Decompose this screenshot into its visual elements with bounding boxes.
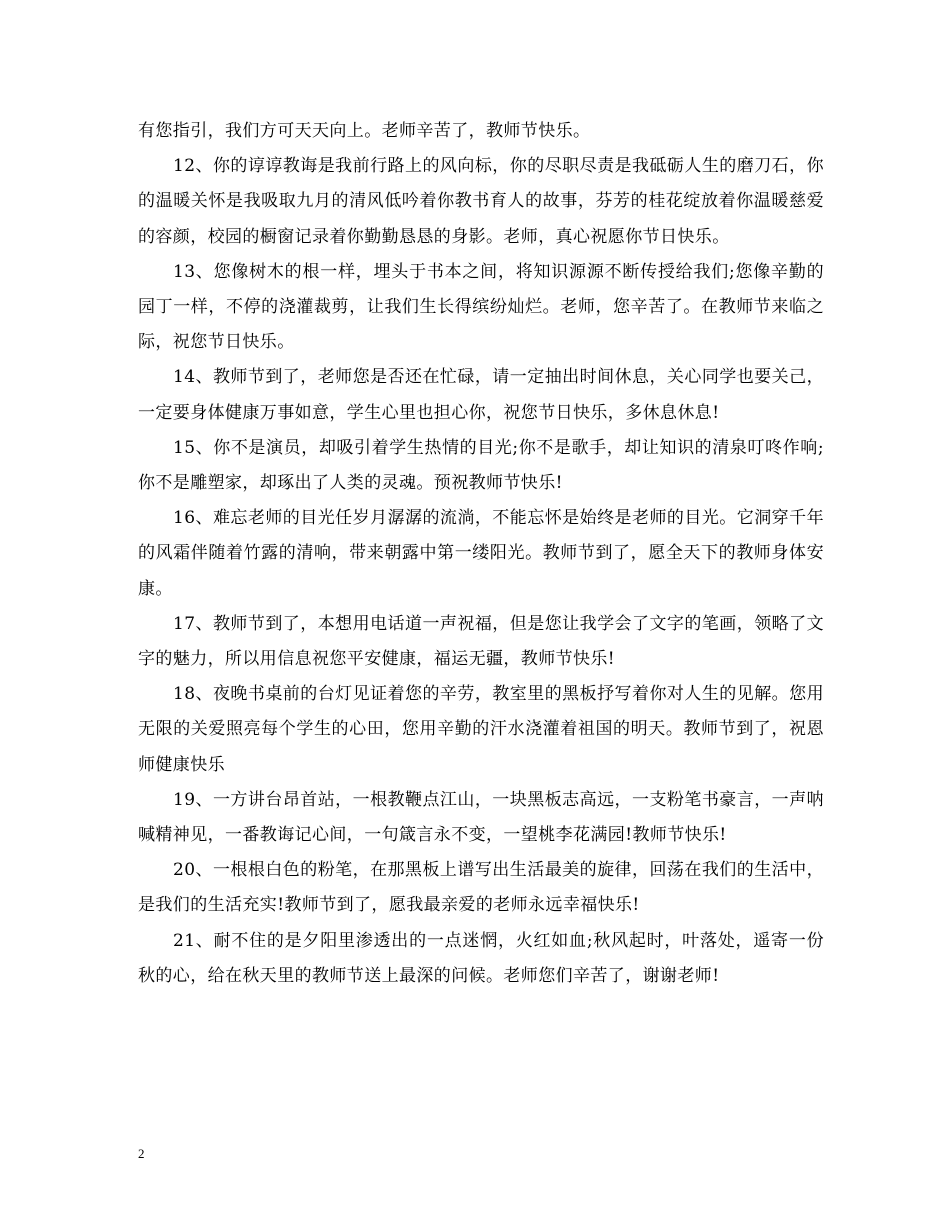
paragraph-item-13: 13、您像树木的根一样，埋头于书本之间，将知识源源不断传授给我们;您像辛勤的园丁一样，不停的浇灌裁剪，让我们生长得缤纷灿烂。老师，您辛苦了。在教师节来临之际，祝您节日快乐。 bbox=[138, 261, 824, 353]
paragraph-item-20: 20、一根根白色的粉笔，在那黑板上谱写出生活最美的旋律，回荡在我们的生活中，是我们的生活充实!教师节到了，愿我最亲爱的老师永远幸福快乐! bbox=[138, 860, 824, 916]
paragraph-item-16: 16、难忘老师的目光任岁月潺潺的流淌，不能忘怀是始终是老师的目光。它洞穿千年的风霜伴随着竹露的清响，带来朝露中第一缕阳光。教师节到了，愿全天下的教师身体安康。 bbox=[138, 508, 824, 599]
page-number: 2 bbox=[138, 1146, 145, 1161]
paragraph-item-14: 14、教师节到了，老师您是否还在忙碌，请一定抽出时间休息，关心同学也要关己，一定要身体健康万事如意，学生心里也担心你，祝您节日快乐，多休息休息! bbox=[138, 367, 824, 423]
paragraph-item-19: 19、一方讲台昂首站，一根教鞭点江山，一块黑板志高远，一支粉笔书豪言，一声呐喊精神见，一番教诲记心间，一句箴言永不变，一望桃李花满园!教师节快乐! bbox=[138, 789, 824, 846]
paragraph-item-12: 12、你的谆谆教诲是我前行路上的风向标，你的尽职尽责是我砥砺人生的磨刀石，你的温暖关怀是我吸取九月的清风低吟着你教书育人的故事，芬芳的桂花绽放着你温暖慈爱的容颜，校园的橱窗记录着你勤勤恳恳的身影。老师，真心祝愿你节日快乐。 bbox=[138, 156, 824, 247]
paragraph-item-15: 15、你不是演员，却吸引着学生热情的目光;你不是歌手，却让知识的清泉叮咚作响;你不是雕塑家，却琢出了人类的灵魂。预祝教师节快乐! bbox=[138, 437, 824, 494]
paragraph-item-21: 21、耐不住的是夕阳里渗透出的一点迷惘，火红如血;秋风起时，叶落处，遥寄一份秋的心，给在秋天里的教师节送上最深的问候。老师您们辛苦了，谢谢老师! bbox=[138, 930, 824, 986]
paragraph-item-17: 17、教师节到了，本想用电话道一声祝福，但是您让我学会了文字的笔画，领略了文字的魅力，所以用信息祝您平安健康，福运无疆，教师节快乐! bbox=[138, 613, 824, 670]
paragraph-item-18: 18、夜晚书桌前的台灯见证着您的辛劳，教室里的黑板抒写着你对人生的见解。您用无限的关爱照亮每个学生的心田，您用辛勤的汗水浇灌着祖国的明天。教师节到了，祝恩师健康快乐 bbox=[138, 684, 824, 775]
document-body bbox=[138, 114, 824, 994]
paragraph-continuation: 有您指引，我们方可天天向上。老师辛苦了，教师节快乐。 bbox=[138, 121, 591, 141]
